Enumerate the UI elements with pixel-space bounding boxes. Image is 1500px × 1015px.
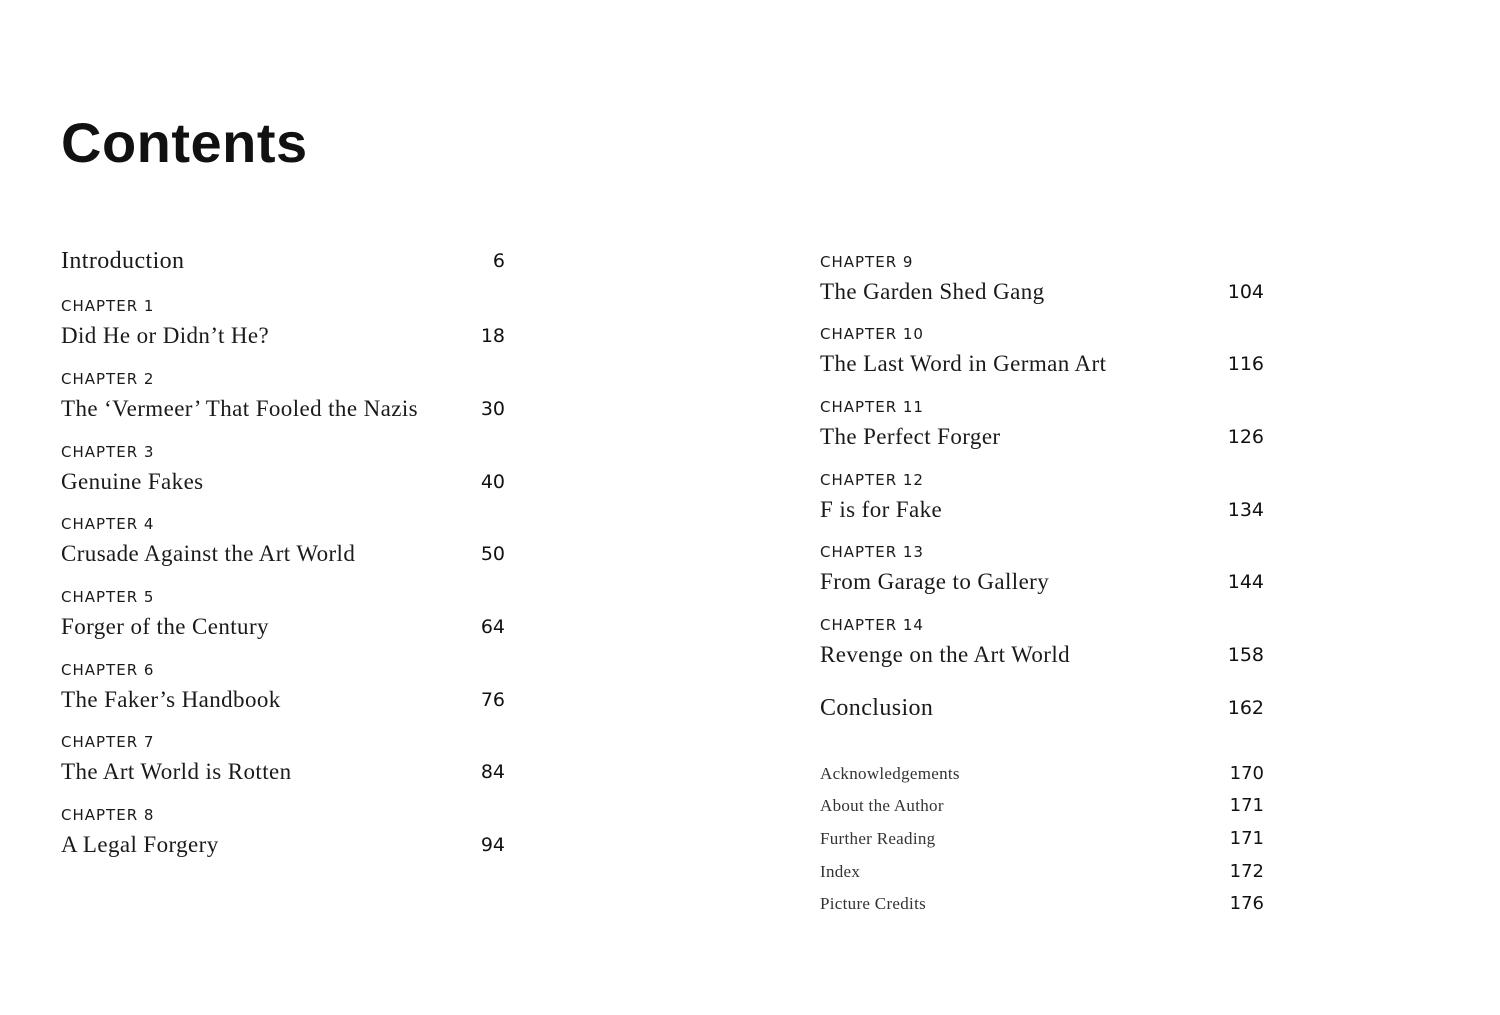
chapter-title: The Garden Shed Gang xyxy=(820,279,1045,304)
chapter-label: CHAPTER 4 xyxy=(61,515,155,533)
chapter-title: Forger of the Century xyxy=(61,614,269,639)
chapter-page: 158 xyxy=(1227,644,1264,666)
chapter-title: F is for Fake xyxy=(820,497,943,522)
toc-entry-introduction[interactable] xyxy=(61,246,505,276)
chapter-page: 18 xyxy=(480,325,505,347)
back-matter-title: About the Author xyxy=(820,796,944,815)
chapter-title: Genuine Fakes xyxy=(61,469,204,494)
chapter-page: 144 xyxy=(1227,571,1264,593)
chapter-page: 84 xyxy=(480,761,505,783)
chapter-title: Crusade Against the Art World xyxy=(61,541,356,566)
toc-entry-conclusion[interactable] xyxy=(820,693,1264,723)
chapter-title: The Last Word in German Art xyxy=(820,351,1107,376)
chapter-label: CHAPTER 2 xyxy=(61,370,155,388)
toc-entry-chapter-7[interactable] xyxy=(61,733,505,787)
chapter-page: 76 xyxy=(480,689,505,711)
chapter-title: Did He or Didn’t He? xyxy=(61,323,270,348)
toc-entry-chapter-12[interactable] xyxy=(820,471,1264,525)
chapter-page: 104 xyxy=(1227,281,1264,303)
chapter-label: CHAPTER 11 xyxy=(820,398,924,416)
chapter-label: CHAPTER 13 xyxy=(820,543,924,561)
chapter-page: 64 xyxy=(480,616,505,638)
toc-entry-page: 6 xyxy=(492,250,505,272)
toc-entry-title: Conclusion xyxy=(820,695,934,721)
page-title: Contents xyxy=(61,111,308,174)
chapter-title: The Art World is Rotten xyxy=(61,759,292,784)
toc-entry-chapter-11[interactable] xyxy=(820,398,1264,452)
chapter-label: CHAPTER 7 xyxy=(61,733,155,751)
toc-entry-chapter-5[interactable] xyxy=(61,588,505,642)
chapter-page: 134 xyxy=(1227,499,1264,521)
chapter-title: A Legal Forgery xyxy=(61,832,219,857)
back-matter-title: Picture Credits xyxy=(820,894,927,913)
back-matter-page: 171 xyxy=(1229,795,1264,816)
toc-entry-chapter-13[interactable] xyxy=(820,543,1264,597)
chapter-title: The Perfect Forger xyxy=(820,424,1001,449)
toc-entry-chapter-3[interactable] xyxy=(61,443,505,497)
back-matter-title: Acknowledgements xyxy=(820,764,960,783)
toc-entry-chapter-10[interactable] xyxy=(820,325,1264,379)
chapter-title: The Faker’s Handbook xyxy=(61,687,281,712)
toc-entry-acknowledgements[interactable] xyxy=(820,762,1264,786)
chapter-label: CHAPTER 12 xyxy=(820,471,924,489)
back-matter-page: 172 xyxy=(1229,861,1264,882)
back-matter-page: 176 xyxy=(1229,893,1264,914)
chapter-page: 40 xyxy=(480,471,505,493)
chapter-page: 126 xyxy=(1227,426,1264,448)
toc-entry-chapter-1[interactable] xyxy=(61,297,505,351)
toc-entry-chapter-4[interactable] xyxy=(61,515,505,569)
back-matter-title: Further Reading xyxy=(820,829,936,848)
back-matter-page: 171 xyxy=(1229,828,1264,849)
chapter-title: Revenge on the Art World xyxy=(820,642,1071,667)
toc-entry-picture-credits[interactable] xyxy=(820,892,1264,916)
toc-entry-chapter-2[interactable] xyxy=(61,370,505,424)
toc-entry-page: 162 xyxy=(1227,697,1264,719)
toc-entry-further-reading[interactable] xyxy=(820,827,1264,851)
toc-entry-chapter-6[interactable] xyxy=(61,661,505,715)
chapter-page: 50 xyxy=(480,543,505,565)
chapter-title: From Garage to Gallery xyxy=(820,569,1050,594)
toc-entry-chapter-8[interactable] xyxy=(61,806,505,860)
chapter-title: The ‘Vermeer’ That Fooled the Nazis xyxy=(61,396,418,421)
chapter-page: 116 xyxy=(1227,353,1264,375)
back-matter-title: Index xyxy=(820,862,861,881)
chapter-label: CHAPTER 6 xyxy=(61,661,155,679)
chapter-label: CHAPTER 8 xyxy=(61,806,155,824)
back-matter-page: 170 xyxy=(1229,763,1264,784)
chapter-label: CHAPTER 10 xyxy=(820,325,924,343)
chapter-label: CHAPTER 1 xyxy=(61,297,155,315)
toc-entry-title: Introduction xyxy=(61,248,185,274)
chapter-page: 30 xyxy=(480,398,505,420)
toc-entry-index[interactable] xyxy=(820,860,1264,884)
toc-entry-chapter-9[interactable] xyxy=(820,253,1264,307)
toc-entry-about-the-author[interactable] xyxy=(820,794,1264,818)
chapter-label: CHAPTER 5 xyxy=(61,588,155,606)
chapter-label: CHAPTER 9 xyxy=(820,253,914,271)
chapter-label: CHAPTER 3 xyxy=(61,443,155,461)
toc-entry-chapter-14[interactable] xyxy=(820,616,1264,670)
chapter-page: 94 xyxy=(480,834,505,856)
chapter-label: CHAPTER 14 xyxy=(820,616,924,634)
